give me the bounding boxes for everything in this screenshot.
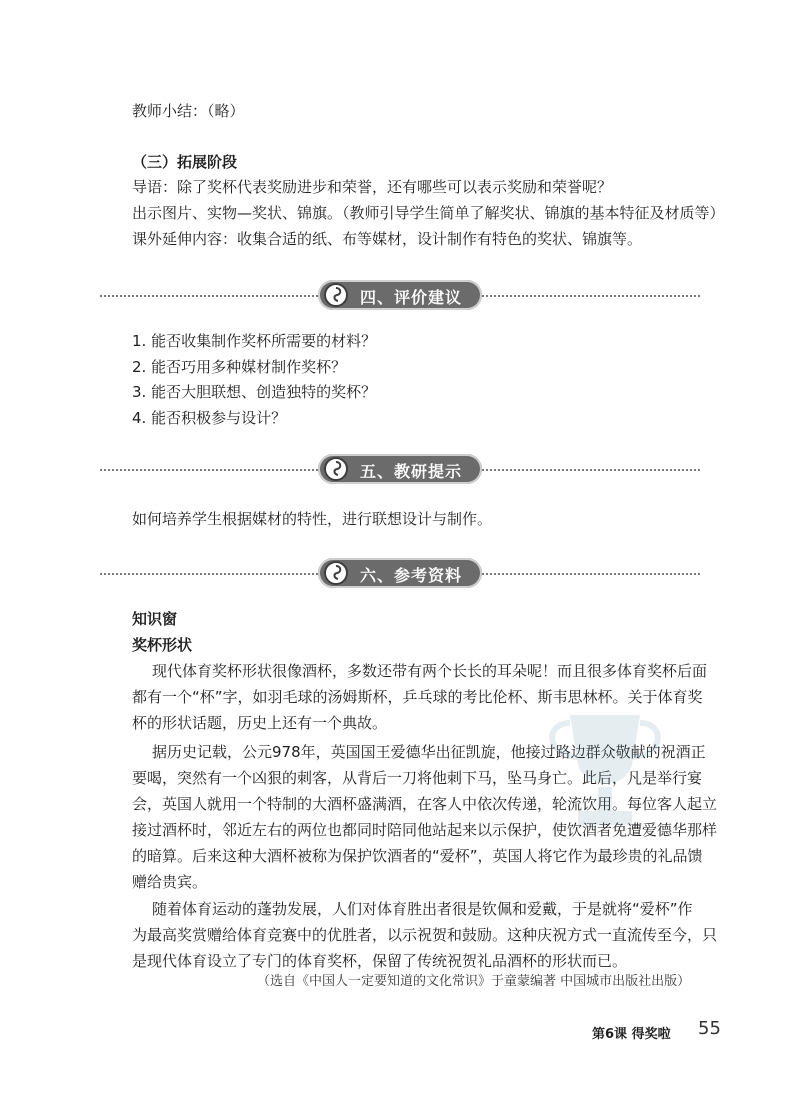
reference-paragraph-line: 的暗算。后来这种大酒杯被称为保护饮酒者的“爱杯”，英国人将它作为最珍贵的礼品馈	[132, 847, 703, 865]
citation: （选自《中国人一定要知道的文化常识》于童蒙编著 中国城市出版社出版）	[257, 974, 691, 989]
reference-paragraph-line: 据历史记载，公元978年，英国国王爱德华出征凯旋，他接过路边群众敬献的祝酒正	[152, 743, 706, 761]
knowledge-window-label: 知识窗	[132, 610, 178, 628]
reference-subtitle: 奖杯形状	[132, 636, 193, 654]
teacher-summary: 教师小结：（略）	[132, 102, 245, 120]
section-title: 四、评价建议	[360, 288, 463, 307]
section-title: 六、参考资料	[360, 566, 463, 585]
reference-paragraph-line: 要喝，突然有一个凶狠的刺客，从背后一刀将他刺下马，坠马身亡。此后，凡是举行宴	[132, 769, 703, 787]
swirl-badge-icon	[324, 561, 348, 585]
divider	[482, 573, 700, 575]
research-tip: 如何培养学生根据媒材的特性，进行联想设计与制作。	[132, 510, 493, 528]
evaluation-item: 2. 能否巧用多种媒材制作奖杯？	[132, 358, 347, 376]
divider	[482, 469, 700, 471]
divider	[100, 469, 318, 471]
evaluation-item: 1. 能否收集制作奖杯所需要的材料？	[132, 332, 377, 350]
reference-paragraph-line: 随着体育运动的蓬勃发展，人们对体育胜出者很是钦佩和爱戴，于是就将“爱杯”作	[152, 900, 693, 918]
section-header-research	[100, 452, 700, 488]
swirl-badge-icon	[324, 457, 348, 481]
footer-lesson: 第6课 得奖啦	[592, 1027, 671, 1042]
reference-paragraph-line: 现代体育奖杯形状很像酒杯，多数还带有两个长长的耳朵呢！而且很多体育奖杯后面	[152, 662, 708, 680]
section-pill	[318, 280, 482, 310]
section-title: 五、教研提示	[360, 462, 463, 481]
divider	[100, 295, 318, 297]
stage3-line: 出示图片、实物—奖状、锦旗。（教师引导学生简单了解奖状、锦旗的基本特征及材质等）	[132, 204, 725, 222]
stage3-line: 课外延伸内容：收集合适的纸、布等媒材，设计制作有特色的奖状、锦旗等。	[132, 230, 643, 248]
swirl-badge-icon	[324, 283, 348, 307]
reference-paragraph-line: 接过酒杯时，邻近左右的两位也都同时陪同他站起来以示保护，使饮酒者免遭爱德华那样	[132, 821, 718, 839]
evaluation-item: 3. 能否大胆联想、创造独特的奖杯？	[132, 383, 377, 401]
stage3-line: 导语：除了奖杯代表奖励进步和荣誉，还有哪些可以表示奖励和荣誉呢？	[132, 178, 613, 196]
stage3-heading: （三）拓展阶段	[132, 153, 238, 171]
reference-paragraph-line: 都有一个“杯”字，如羽毛球的汤姆斯杯，乒乓球的考比伦杯、斯韦思林杯。关于体育奖	[132, 688, 703, 706]
page-number: 55	[698, 1018, 721, 1039]
reference-paragraph-line: 是现代体育设立了专门的体育奖杯，保留了传统祝贺礼品酒杯的形状而已。	[132, 952, 628, 970]
section-pill	[318, 558, 482, 588]
divider	[100, 573, 318, 575]
section-pill	[318, 454, 482, 484]
reference-paragraph-line: 会，英国人就用一个特制的大酒杯盛满酒，在客人中依次传递，轮流饮用。每位客人起立	[132, 795, 718, 813]
section-header-evaluation	[100, 278, 700, 314]
evaluation-item: 4. 能否积极参与设计？	[132, 409, 287, 427]
section-header-reference	[100, 556, 700, 592]
divider	[482, 295, 700, 297]
reference-paragraph-line: 为最高奖赏赠给体育竞赛中的优胜者，以示祝贺和鼓励。这种庆祝方式一直流传至今，只	[132, 926, 718, 944]
reference-paragraph-line: 赠给贵宾。	[132, 873, 208, 891]
reference-paragraph-line: 杯的形状话题，历史上还有一个典故。	[132, 714, 388, 732]
